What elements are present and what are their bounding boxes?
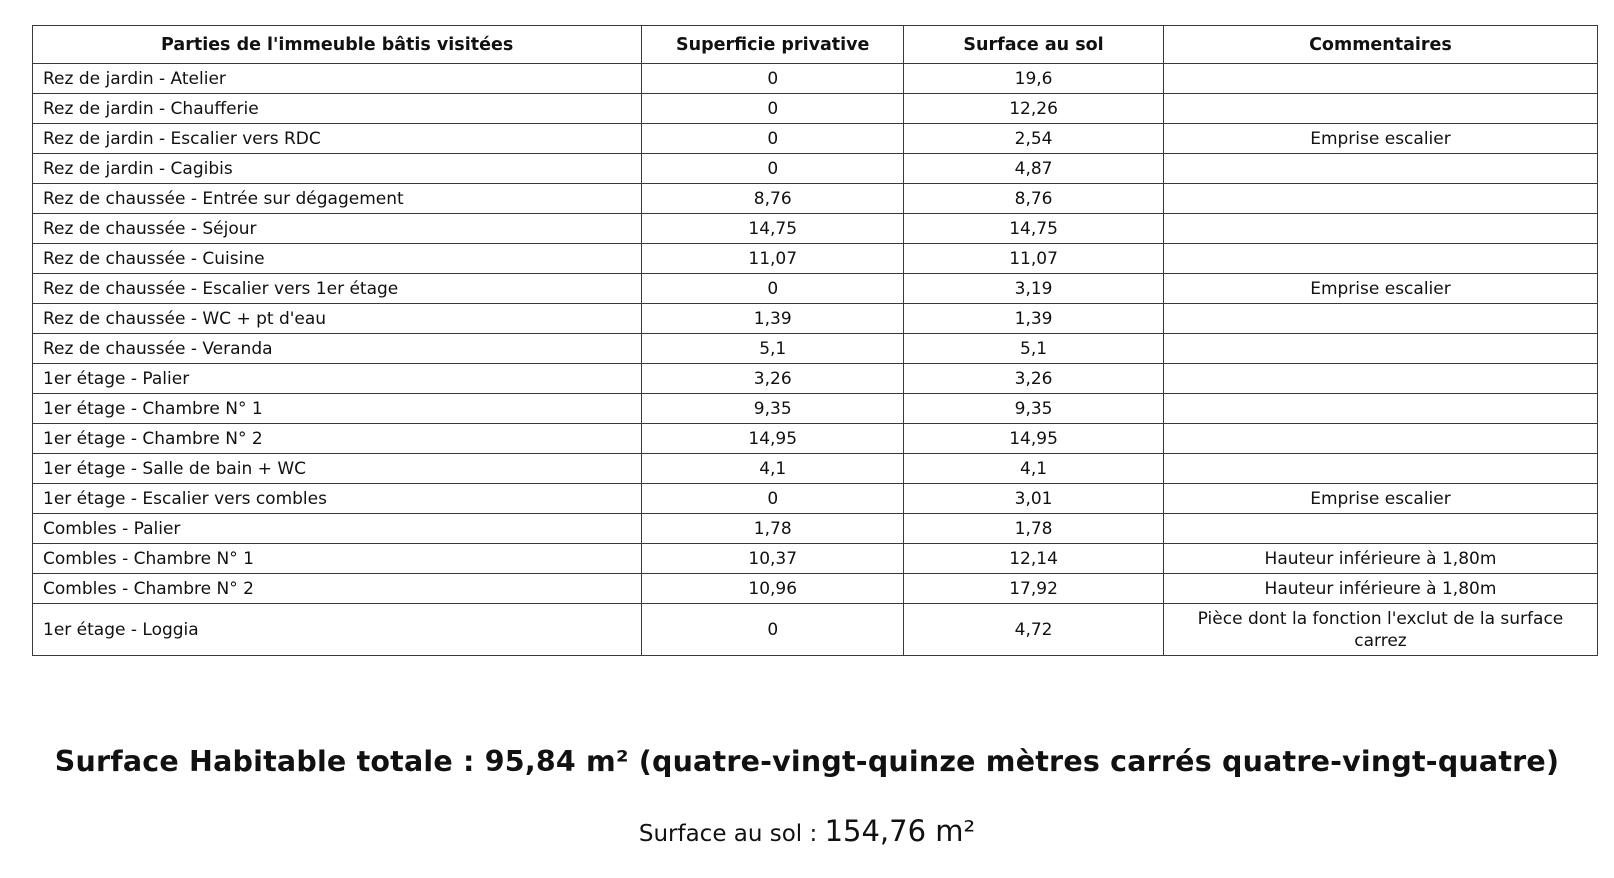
cell-private-area: 14,95 <box>642 424 904 454</box>
cell-comment: Emprise escalier <box>1163 274 1597 304</box>
cell-private-area: 5,1 <box>642 334 904 364</box>
cell-room: Rez de jardin - Chaufferie <box>33 94 642 124</box>
cell-private-area: 10,96 <box>642 574 904 604</box>
cell-room: 1er étage - Chambre N° 2 <box>33 424 642 454</box>
cell-floor-area: 3,26 <box>904 364 1164 394</box>
table-row <box>33 124 1598 154</box>
table-row <box>33 214 1598 244</box>
cell-room: 1er étage - Palier <box>33 364 642 394</box>
cell-room: 1er étage - Escalier vers combles <box>33 484 642 514</box>
cell-comment <box>1163 214 1597 244</box>
cell-private-area: 0 <box>642 64 904 94</box>
cell-floor-area: 8,76 <box>904 184 1164 214</box>
cell-floor-area: 1,78 <box>904 514 1164 544</box>
cell-comment: Emprise escalier <box>1163 124 1597 154</box>
table-row <box>33 604 1598 656</box>
cell-floor-area: 4,87 <box>904 154 1164 184</box>
table-body <box>33 64 1598 656</box>
cell-private-area: 11,07 <box>642 244 904 274</box>
cell-floor-area: 3,19 <box>904 274 1164 304</box>
cell-comment <box>1163 514 1597 544</box>
table-row <box>33 94 1598 124</box>
cell-comment <box>1163 64 1597 94</box>
cell-room: Rez de chaussée - Entrée sur dégagement <box>33 184 642 214</box>
cell-private-area: 0 <box>642 274 904 304</box>
surface-report <box>32 25 1598 656</box>
cell-private-area: 9,35 <box>642 394 904 424</box>
cell-comment <box>1163 154 1597 184</box>
cell-comment <box>1163 184 1597 214</box>
header-private-area: Superficie privative <box>642 26 904 64</box>
cell-comment <box>1163 94 1597 124</box>
cell-comment: Pièce dont la fonction l'exclut de la surface carrez <box>1163 604 1597 656</box>
cell-private-area: 0 <box>642 124 904 154</box>
table-row <box>33 184 1598 214</box>
cell-room: Combles - Chambre N° 1 <box>33 544 642 574</box>
cell-private-area: 0 <box>642 154 904 184</box>
habitable-total-text: Surface Habitable totale : 95,84 m² (quatre-vingt-quinze mètres carrés quatre-vingt-quatre) <box>54 745 1560 778</box>
table-row <box>33 364 1598 394</box>
cell-floor-area: 11,07 <box>904 244 1164 274</box>
cell-floor-area: 1,39 <box>904 304 1164 334</box>
cell-floor-area: 14,75 <box>904 214 1164 244</box>
table-row <box>33 424 1598 454</box>
cell-private-area: 4,1 <box>642 454 904 484</box>
cell-comment: Hauteur inférieure à 1,80m <box>1163 544 1597 574</box>
header-floor-area: Surface au sol <box>904 26 1164 64</box>
table-row <box>33 304 1598 334</box>
table-row <box>33 484 1598 514</box>
table-row <box>33 544 1598 574</box>
cell-room: Combles - Palier <box>33 514 642 544</box>
cell-room: Rez de jardin - Atelier <box>33 64 642 94</box>
cell-private-area: 3,26 <box>642 364 904 394</box>
cell-room: Rez de jardin - Escalier vers RDC <box>33 124 642 154</box>
cell-floor-area: 4,72 <box>904 604 1164 656</box>
cell-room: Rez de chaussée - Escalier vers 1er étage <box>33 274 642 304</box>
cell-private-area: 1,39 <box>642 304 904 334</box>
cell-private-area: 1,78 <box>642 514 904 544</box>
cell-room: Rez de chaussée - WC + pt d'eau <box>33 304 642 334</box>
table-row <box>33 154 1598 184</box>
table-header-row <box>33 26 1598 64</box>
cell-room: Rez de chaussée - Cuisine <box>33 244 642 274</box>
table-row <box>33 394 1598 424</box>
floor-total <box>0 814 1614 848</box>
cell-floor-area: 4,1 <box>904 454 1164 484</box>
header-room: Parties de l'immeuble bâtis visitées <box>33 26 642 64</box>
cell-comment: Emprise escalier <box>1163 484 1597 514</box>
table-row <box>33 244 1598 274</box>
cell-room: Rez de chaussée - Veranda <box>33 334 642 364</box>
header-comments: Commentaires <box>1163 26 1597 64</box>
cell-floor-area: 5,1 <box>904 334 1164 364</box>
cell-floor-area: 2,54 <box>904 124 1164 154</box>
cell-room: 1er étage - Salle de bain + WC <box>33 454 642 484</box>
habitable-total <box>0 745 1614 778</box>
cell-private-area: 0 <box>642 94 904 124</box>
cell-floor-area: 17,92 <box>904 574 1164 604</box>
table-row <box>33 334 1598 364</box>
cell-comment <box>1163 304 1597 334</box>
cell-comment <box>1163 424 1597 454</box>
cell-comment <box>1163 454 1597 484</box>
cell-private-area: 0 <box>642 604 904 656</box>
floor-total-value: 154,76 m² <box>824 814 976 848</box>
cell-room: Rez de jardin - Cagibis <box>33 154 642 184</box>
cell-room: Rez de chaussée - Séjour <box>33 214 642 244</box>
cell-comment <box>1163 394 1597 424</box>
cell-floor-area: 14,95 <box>904 424 1164 454</box>
table-row <box>33 574 1598 604</box>
cell-private-area: 0 <box>642 484 904 514</box>
cell-private-area: 8,76 <box>642 184 904 214</box>
cell-comment <box>1163 244 1597 274</box>
table-row <box>33 514 1598 544</box>
cell-private-area: 10,37 <box>642 544 904 574</box>
cell-floor-area: 9,35 <box>904 394 1164 424</box>
cell-private-area: 14,75 <box>642 214 904 244</box>
floor-total-label: Surface au sol : <box>638 821 825 847</box>
cell-room: 1er étage - Chambre N° 1 <box>33 394 642 424</box>
cell-floor-area: 12,26 <box>904 94 1164 124</box>
table-row <box>33 454 1598 484</box>
cell-comment <box>1163 364 1597 394</box>
surface-table <box>32 25 1598 656</box>
cell-floor-area: 3,01 <box>904 484 1164 514</box>
cell-floor-area: 12,14 <box>904 544 1164 574</box>
cell-comment: Hauteur inférieure à 1,80m <box>1163 574 1597 604</box>
cell-floor-area: 19,6 <box>904 64 1164 94</box>
cell-room: Combles - Chambre N° 2 <box>33 574 642 604</box>
cell-room: 1er étage - Loggia <box>33 604 642 656</box>
table-row <box>33 64 1598 94</box>
table-row <box>33 274 1598 304</box>
cell-comment <box>1163 334 1597 364</box>
